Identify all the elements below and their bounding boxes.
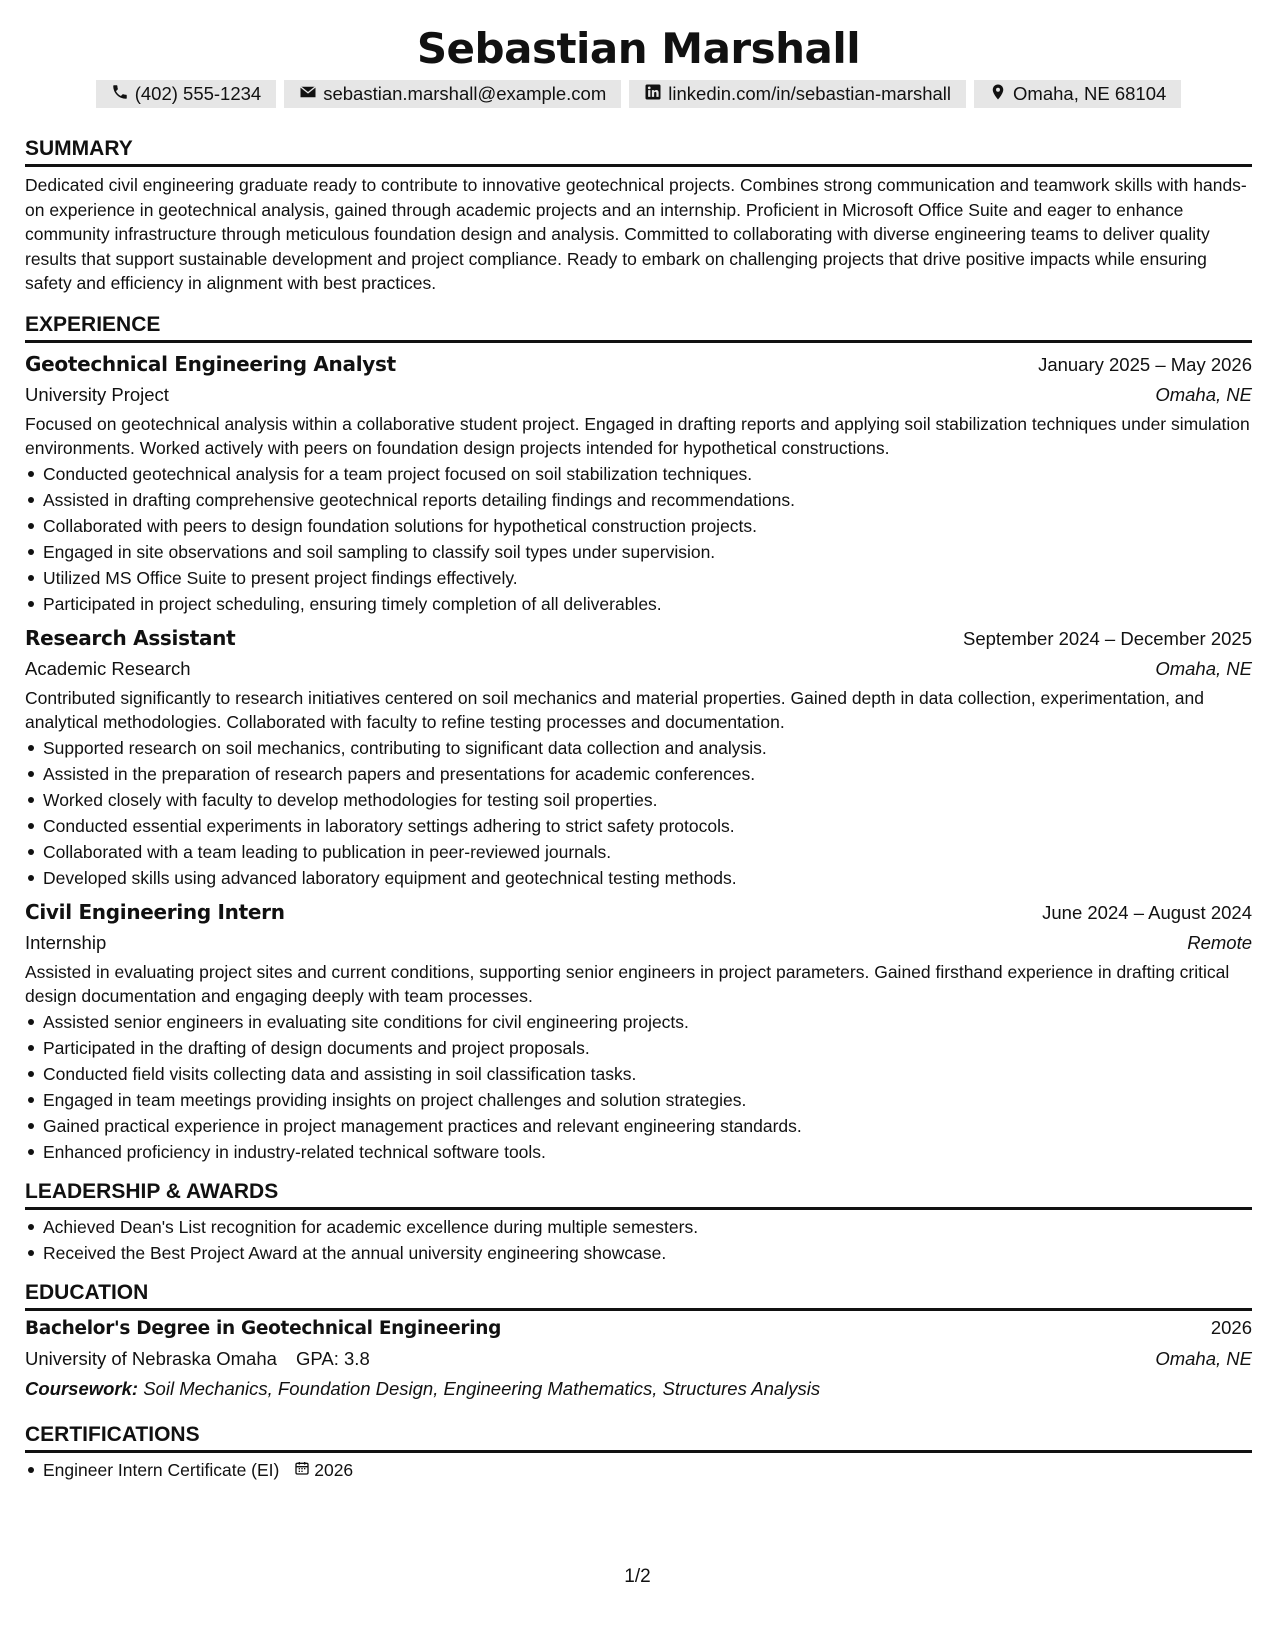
contact-email[interactable] [284, 80, 621, 108]
job-org: University Project [25, 383, 169, 405]
list-item: Utilized MS Office Suite to present project findings effectively. [25, 565, 1252, 591]
list-item: Received the Best Project Award at the annual university engineering showcase. [25, 1240, 1252, 1266]
summary-section [25, 136, 1252, 296]
list-item: Engaged in site observations and soil sampling to classify soil types under supervision. [25, 539, 1252, 565]
summary-text: Dedicated civil engineering graduate ready to contribute to innovative geotechnical projects. Combines strong communication and teamwork skills with hands-on experience in geotechnical analysis, gained through academic projects and an internship. Proficient in Microsoft Office Suite and eager to enhance community infrastructure through meticulous foundation design and analysis. Committed to collaborating with diverse engineering teams to deliver quality results that support sustainable development and project compliance. Ready to embark on challenging projects that drive positive impacts while ensuring safety and efficiency in alignment with best practices. [25, 175, 1247, 293]
job-entry [25, 623, 1252, 891]
job-dates: September 2024 – December 2025 [963, 627, 1252, 649]
job-org: Internship [25, 931, 107, 953]
coursework-list: Soil Mechanics, Foundation Design, Engineering Mathematics, Structures Analysis [143, 1377, 821, 1399]
coursework [25, 1374, 1252, 1404]
job-entry [25, 349, 1252, 617]
school-line [25, 1344, 370, 1374]
list-item [25, 1457, 1252, 1483]
list-item: Achieved Dean's List recognition for academic excellence during multiple semesters. [25, 1214, 1252, 1240]
certification-year: 2026 [314, 1459, 354, 1480]
list-item: Conducted geotechnical analysis for a team project focused on soil stabilization techniques. [25, 461, 1252, 487]
section-title: EXPERIENCE [25, 312, 1252, 343]
coursework-label: Coursework: [25, 1377, 139, 1399]
job-entry [25, 897, 1252, 1165]
degree-title: Bachelor's Degree in Geotechnical Engineering [25, 1317, 502, 1339]
certifications-list [25, 1457, 1252, 1483]
school-location: Omaha, NE [1155, 1347, 1252, 1369]
list-item: Gained practical experience in project management practices and relevant engineering standards. [25, 1113, 1252, 1139]
list-item: Enhanced proficiency in industry-related technical software tools. [25, 1139, 1252, 1165]
job-title: Geotechnical Engineering Analyst [25, 351, 396, 376]
job-title: Civil Engineering Intern [25, 899, 285, 924]
phone-icon [111, 83, 129, 106]
linkedin-text: linkedin.com/in/sebastian-marshall [668, 83, 952, 104]
linkedin-icon [644, 83, 662, 106]
list-item: Collaborated with a team leading to publication in peer-reviewed journals. [25, 839, 1252, 865]
leadership-section [25, 1179, 1252, 1266]
job-description: Focused on geotechnical analysis within a collaborative student project. Engaged in drafting reports and applying soil stabilization techniques under simulation environments. Worked actively with peers on foundation design projects intended for hypothetical constructions. [25, 413, 1250, 458]
gpa: GPA: 3.8 [296, 1347, 370, 1369]
map-pin-icon [989, 83, 1007, 106]
certification-date [294, 1457, 353, 1483]
job-dates: June 2024 – August 2024 [1042, 901, 1252, 923]
contact-bar [25, 80, 1252, 108]
list-item: Assisted in drafting comprehensive geotechnical reports detailing findings and recommendations. [25, 487, 1252, 513]
section-title: EDUCATION [25, 1280, 1252, 1311]
phone-text: (402) 555-1234 [134, 83, 262, 104]
certification-name: Engineer Intern Certificate (EI) [43, 1459, 280, 1480]
contact-linkedin[interactable] [629, 80, 966, 108]
school-name: University of Nebraska Omaha [25, 1347, 277, 1369]
contact-location [974, 80, 1181, 108]
resume-page [25, 0, 1252, 1483]
section-title: SUMMARY [25, 136, 1252, 167]
job-bullets [25, 1009, 1252, 1165]
job-description: Assisted in evaluating project sites and current conditions, supporting senior engineers in project parameters. Gained firsthand experience in drafting critical design documentation and engaging deeply with team processes. [25, 961, 1230, 1006]
candidate-name: Sebastian Marshall [416, 24, 861, 73]
job-description: Contributed significantly to research initiatives centered on soil mechanics and material properties. Gained depth in data collection, experimentation, and analytical methodologies. Collaborated with faculty to refine testing processes and documentation. [25, 687, 1204, 732]
email-text: sebastian.marshall@example.com [323, 83, 607, 104]
certifications-section [25, 1422, 1252, 1483]
list-item: Assisted in the preparation of research papers and presentations for academic conferences. [25, 761, 1252, 787]
list-item: Supported research on soil mechanics, contributing to significant data collection and analysis. [25, 735, 1252, 761]
job-location: Omaha, NE [1155, 657, 1252, 679]
degree-year: 2026 [1210, 1316, 1252, 1338]
job-title: Research Assistant [25, 625, 236, 650]
job-bullets [25, 461, 1252, 617]
envelope-icon [299, 83, 317, 106]
list-item: Collaborated with peers to design foundation solutions for hypothetical construction projects. [25, 513, 1252, 539]
list-item: Participated in the drafting of design documents and project proposals. [25, 1035, 1252, 1061]
job-location: Omaha, NE [1155, 383, 1252, 405]
page-number: 1/2 [624, 1566, 651, 1587]
experience-section [25, 312, 1252, 1165]
job-bullets [25, 735, 1252, 891]
leadership-list [25, 1214, 1252, 1266]
list-item: Worked closely with faculty to develop methodologies for testing soil properties. [25, 787, 1252, 813]
contact-phone[interactable] [96, 80, 277, 108]
list-item: Engaged in team meetings providing insights on project challenges and solution strategies. [25, 1087, 1252, 1113]
job-org: Academic Research [25, 657, 191, 679]
list-item: Developed skills using advanced laboratory equipment and geotechnical testing methods. [25, 865, 1252, 891]
section-title: CERTIFICATIONS [25, 1422, 1252, 1453]
section-title: LEADERSHIP & AWARDS [25, 1179, 1252, 1210]
list-item: Assisted senior engineers in evaluating site conditions for civil engineering projects. [25, 1009, 1252, 1035]
job-dates: January 2025 – May 2026 [1038, 353, 1252, 375]
list-item: Participated in project scheduling, ensuring timely completion of all deliverables. [25, 591, 1252, 617]
education-section [25, 1280, 1252, 1404]
calendar-icon [294, 1457, 310, 1483]
list-item: Conducted field visits collecting data and assisting in soil classification tasks. [25, 1061, 1252, 1087]
location-text: Omaha, NE 68104 [1013, 83, 1167, 104]
list-item: Conducted essential experiments in laboratory settings adhering to strict safety protocols. [25, 813, 1252, 839]
job-location: Remote [1187, 931, 1252, 953]
